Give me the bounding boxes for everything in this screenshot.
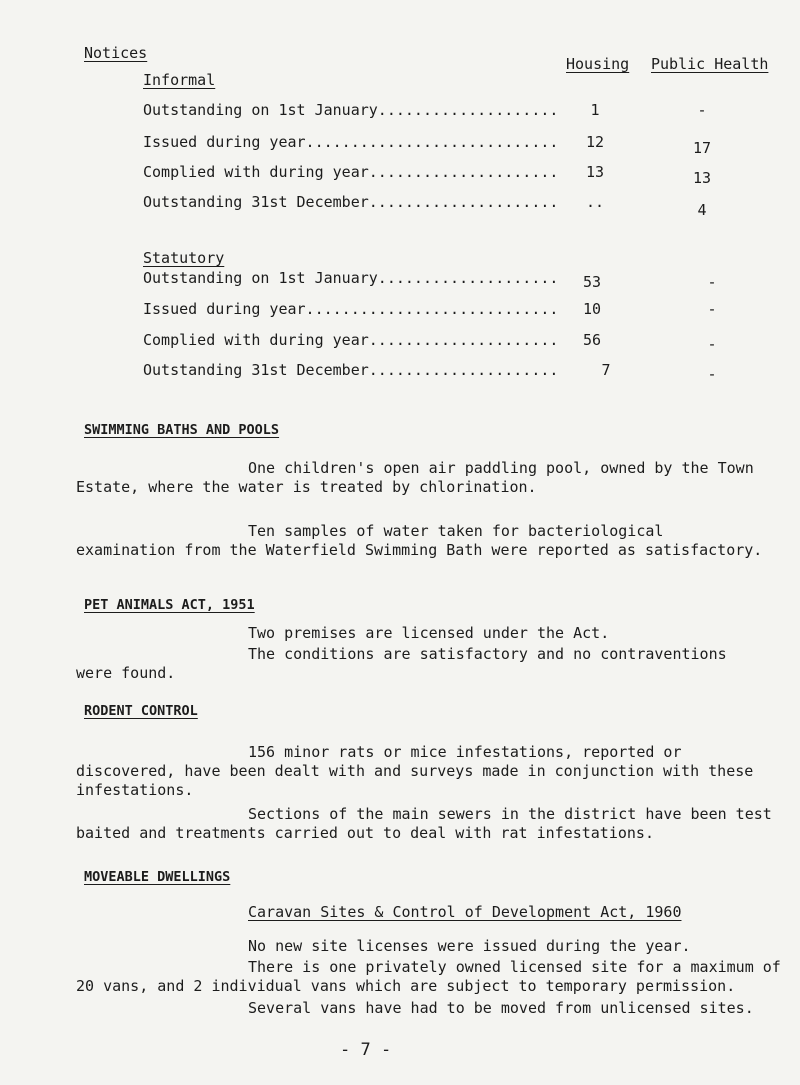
row-label: Outstanding on 1st January.................... bbox=[143, 269, 559, 287]
row-label: Complied with during year..................... bbox=[143, 331, 559, 349]
pet-animals-paragraph-1: Two premises are licensed under the Act. bbox=[248, 624, 610, 642]
moveable-dwellings-paragraph-3: Several vans have had to be moved from unlicensed sites. bbox=[248, 999, 754, 1017]
public-health-value: - bbox=[707, 365, 717, 383]
housing-value: .. bbox=[585, 193, 605, 211]
row-label: Outstanding 31st December..................... bbox=[143, 361, 559, 379]
public-health-value: - bbox=[707, 335, 717, 353]
row-label: Outstanding 31st December..................... bbox=[143, 193, 559, 211]
moveable-dwellings-subheading: Caravan Sites & Control of Development Act, 1960 bbox=[248, 903, 682, 921]
informal-heading: Informal bbox=[143, 71, 216, 89]
table-row bbox=[0, 133, 800, 157]
table-row bbox=[0, 361, 800, 381]
public-health-column-header: Public Health bbox=[651, 55, 769, 73]
housing-value: 1 bbox=[590, 101, 600, 119]
page-number: - 7 - bbox=[340, 1040, 392, 1060]
moveable-dwellings-paragraph-2: There is one privately owned licensed site for a maximum of 20 vans, and 2 individual vans which are subject to temporary permission. bbox=[76, 958, 781, 995]
table-row bbox=[0, 163, 800, 187]
public-health-value: 13 bbox=[692, 169, 712, 187]
table-row bbox=[0, 269, 800, 289]
public-health-value: 17 bbox=[692, 139, 712, 157]
housing-value: 7 bbox=[601, 361, 611, 379]
row-label: Issued during year............................ bbox=[143, 133, 559, 151]
notices-heading: Notices bbox=[84, 44, 148, 62]
row-label: Complied with during year..................... bbox=[143, 163, 559, 181]
row-label: Outstanding on 1st January.................... bbox=[143, 101, 559, 119]
rodent-section-heading: RODENT CONTROL bbox=[84, 703, 198, 719]
housing-value: 56 bbox=[582, 331, 602, 349]
moveable-dwellings-section-heading: MOVEABLE DWELLINGS bbox=[84, 869, 231, 885]
rodent-paragraph-1: 156 minor rats or mice infestations, reported or discovered, have been dealt with and surveys made in conjunction with these infestations. bbox=[76, 743, 754, 799]
statutory-heading: Statutory bbox=[143, 249, 225, 267]
public-health-value: - bbox=[697, 101, 707, 119]
public-health-value: - bbox=[707, 300, 717, 318]
swimming-section-heading: SWIMMING BATHS AND POOLS bbox=[84, 422, 280, 438]
housing-value: 10 bbox=[582, 300, 602, 318]
housing-column-header: Housing bbox=[566, 55, 630, 73]
swimming-paragraph-2: Ten samples of water taken for bacteriological examination from the Waterfield Swimming Bath were reported as satisfactory. bbox=[76, 522, 763, 559]
table-row bbox=[0, 331, 800, 351]
moveable-dwellings-paragraph-1: No new site licenses were issued during the year. bbox=[248, 937, 691, 955]
pet-animals-section-heading: PET ANIMALS ACT, 1951 bbox=[84, 597, 255, 613]
row-label: Issued during year............................ bbox=[143, 300, 559, 318]
housing-value: 12 bbox=[585, 133, 605, 151]
swimming-paragraph-1: One children's open air paddling pool, owned by the Town Estate, where the water is treated by chlorination. bbox=[76, 459, 754, 496]
table-row bbox=[0, 101, 800, 121]
housing-value: 53 bbox=[582, 273, 602, 291]
housing-value: 13 bbox=[585, 163, 605, 181]
public-health-value: 4 bbox=[697, 201, 707, 219]
pet-animals-paragraph-2: The conditions are satisfactory and no contraventions were found. bbox=[76, 645, 727, 682]
public-health-value: - bbox=[707, 273, 717, 291]
table-row bbox=[0, 193, 800, 219]
table-row bbox=[0, 300, 800, 320]
rodent-paragraph-2: Sections of the main sewers in the district have been test baited and treatments carried out to deal with rat infestations. bbox=[76, 805, 772, 842]
